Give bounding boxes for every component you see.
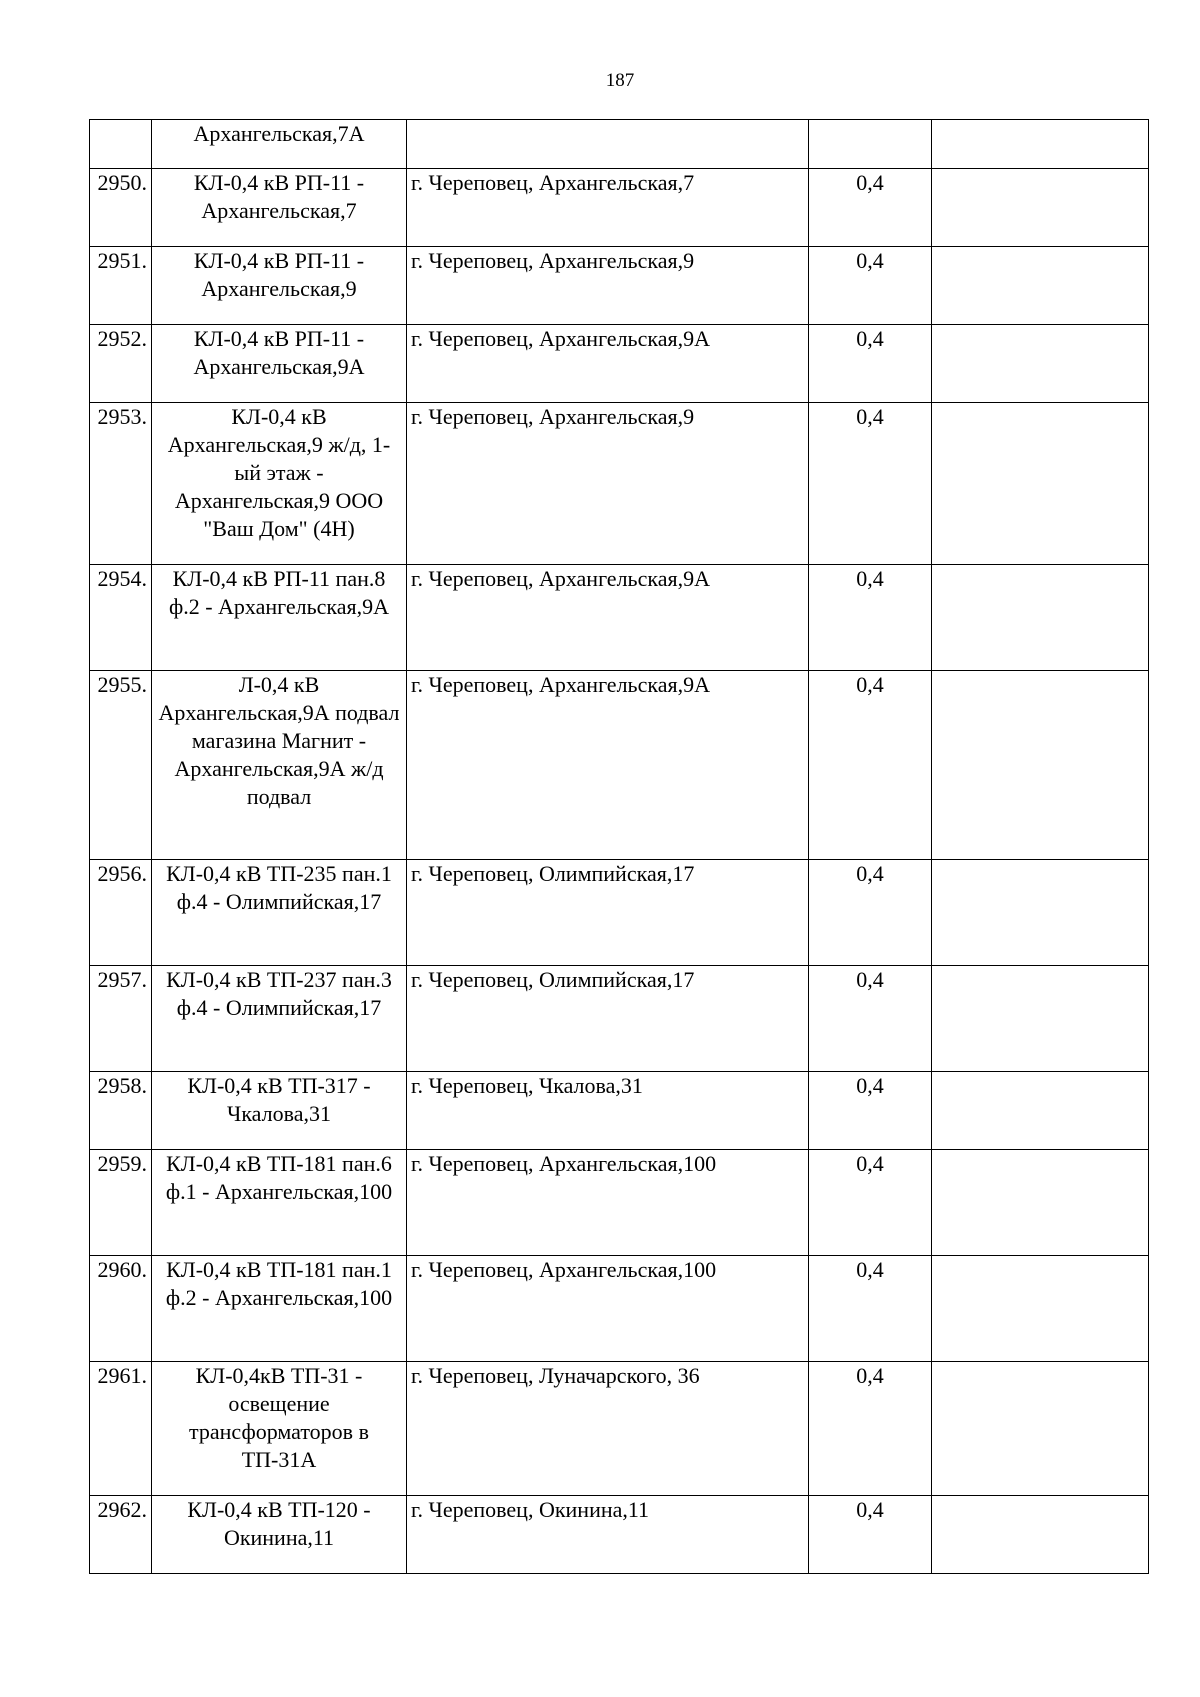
line-name-cell: КЛ-0,4 кВ Архангельская,9 ж/д, 1-ый этаж - Архангельская,9 ООО "Ваш Дом" (4Н) — [152, 403, 407, 565]
line-name-cell: КЛ-0,4 кВ ТП-317 - Чкалова,31 — [152, 1072, 407, 1150]
line-name-cell: КЛ-0,4 кВ РП-11 пан.8 ф.2 - Архангельская,9А — [152, 565, 407, 671]
empty-cell — [932, 1496, 1149, 1574]
voltage-cell: 0,4 — [809, 966, 932, 1072]
address-cell: г. Череповец, Архангельская,9 — [407, 247, 809, 325]
row-number-cell: 2950. — [90, 169, 152, 247]
row-number-cell: 2960. — [90, 1256, 152, 1362]
line-name-cell: КЛ-0,4 кВ ТП-181 пан.1 ф.2 - Архангельская,100 — [152, 1256, 407, 1362]
empty-cell — [932, 169, 1149, 247]
empty-cell — [932, 671, 1149, 860]
row-number-cell: 2961. — [90, 1362, 152, 1496]
voltage-cell: 0,4 — [809, 1150, 932, 1256]
row-number-cell: 2957. — [90, 966, 152, 1072]
line-name-cell: Л-0,4 кВ Архангельская,9А подвал магазина Магнит - Архангельская,9А ж/д подвал — [152, 671, 407, 860]
address-cell: г. Череповец, Архангельская,100 — [407, 1150, 809, 1256]
address-cell — [407, 120, 809, 169]
voltage-cell: 0,4 — [809, 325, 932, 403]
voltage-cell: 0,4 — [809, 671, 932, 860]
address-cell: г. Череповец, Архангельская,9 — [407, 403, 809, 565]
table-row — [90, 1150, 1149, 1256]
table-row — [90, 247, 1149, 325]
empty-cell — [932, 1150, 1149, 1256]
line-name-cell: КЛ-0,4кВ ТП-31 - освещение трансформаторов в ТП-31А — [152, 1362, 407, 1496]
voltage-cell: 0,4 — [809, 1256, 932, 1362]
voltage-cell: 0,4 — [809, 1496, 932, 1574]
row-number-cell: 2951. — [90, 247, 152, 325]
voltage-cell — [809, 120, 932, 169]
address-cell: г. Череповец, Луначарского, 36 — [407, 1362, 809, 1496]
row-number-cell — [90, 120, 152, 169]
line-name-cell: КЛ-0,4 кВ ТП-120 - Окинина,11 — [152, 1496, 407, 1574]
address-cell: г. Череповец, Олимпийская,17 — [407, 860, 809, 966]
table-row — [90, 966, 1149, 1072]
row-number-cell: 2955. — [90, 671, 152, 860]
line-name-cell: КЛ-0,4 кВ ТП-237 пан.3 ф.4 - Олимпийская,17 — [152, 966, 407, 1072]
empty-cell — [932, 1072, 1149, 1150]
empty-cell — [932, 325, 1149, 403]
address-cell: г. Череповец, Архангельская,100 — [407, 1256, 809, 1362]
address-cell: г. Череповец, Архангельская,9А — [407, 325, 809, 403]
line-name-cell: КЛ-0,4 кВ РП-11 - Архангельская,9 — [152, 247, 407, 325]
table-row — [90, 325, 1149, 403]
table-row — [90, 1362, 1149, 1496]
voltage-cell: 0,4 — [809, 247, 932, 325]
line-name-cell: КЛ-0,4 кВ ТП-181 пан.6 ф.1 - Архангельская,100 — [152, 1150, 407, 1256]
voltage-cell: 0,4 — [809, 860, 932, 966]
empty-cell — [932, 247, 1149, 325]
table-row — [90, 860, 1149, 966]
table-row — [90, 565, 1149, 671]
row-number-cell: 2958. — [90, 1072, 152, 1150]
cable-registry-table — [89, 119, 1149, 1574]
empty-cell — [932, 120, 1149, 169]
table-row — [90, 1496, 1149, 1574]
voltage-cell: 0,4 — [809, 1072, 932, 1150]
empty-cell — [932, 1256, 1149, 1362]
row-number-cell: 2954. — [90, 565, 152, 671]
row-number-cell: 2962. — [90, 1496, 152, 1574]
table-row — [90, 120, 1149, 169]
table-row — [90, 1072, 1149, 1150]
voltage-cell: 0,4 — [809, 565, 932, 671]
line-name-cell: КЛ-0,4 кВ РП-11 - Архангельская,9А — [152, 325, 407, 403]
voltage-cell: 0,4 — [809, 169, 932, 247]
address-cell: г. Череповец, Архангельская,9А — [407, 671, 809, 860]
table-row — [90, 671, 1149, 860]
row-number-cell: 2952. — [90, 325, 152, 403]
line-name-cell: КЛ-0,4 кВ РП-11 - Архангельская,7 — [152, 169, 407, 247]
line-name-cell: КЛ-0,4 кВ ТП-235 пан.1 ф.4 - Олимпийская,17 — [152, 860, 407, 966]
voltage-cell: 0,4 — [809, 1362, 932, 1496]
empty-cell — [932, 1362, 1149, 1496]
address-cell: г. Череповец, Чкалова,31 — [407, 1072, 809, 1150]
voltage-cell: 0,4 — [809, 403, 932, 565]
address-cell: г. Череповец, Архангельская,9А — [407, 565, 809, 671]
empty-cell — [932, 403, 1149, 565]
empty-cell — [932, 565, 1149, 671]
empty-cell — [932, 860, 1149, 966]
row-number-cell: 2956. — [90, 860, 152, 966]
row-number-cell: 2953. — [90, 403, 152, 565]
address-cell: г. Череповец, Олимпийская,17 — [407, 966, 809, 1072]
empty-cell — [932, 966, 1149, 1072]
table-row — [90, 1256, 1149, 1362]
table-row — [90, 169, 1149, 247]
address-cell: г. Череповец, Архангельская,7 — [407, 169, 809, 247]
line-name-cell: Архангельская,7А — [152, 120, 407, 169]
page-number: 187 — [605, 70, 635, 91]
row-number-cell: 2959. — [90, 1150, 152, 1256]
address-cell: г. Череповец, Окинина,11 — [407, 1496, 809, 1574]
table-row — [90, 403, 1149, 565]
